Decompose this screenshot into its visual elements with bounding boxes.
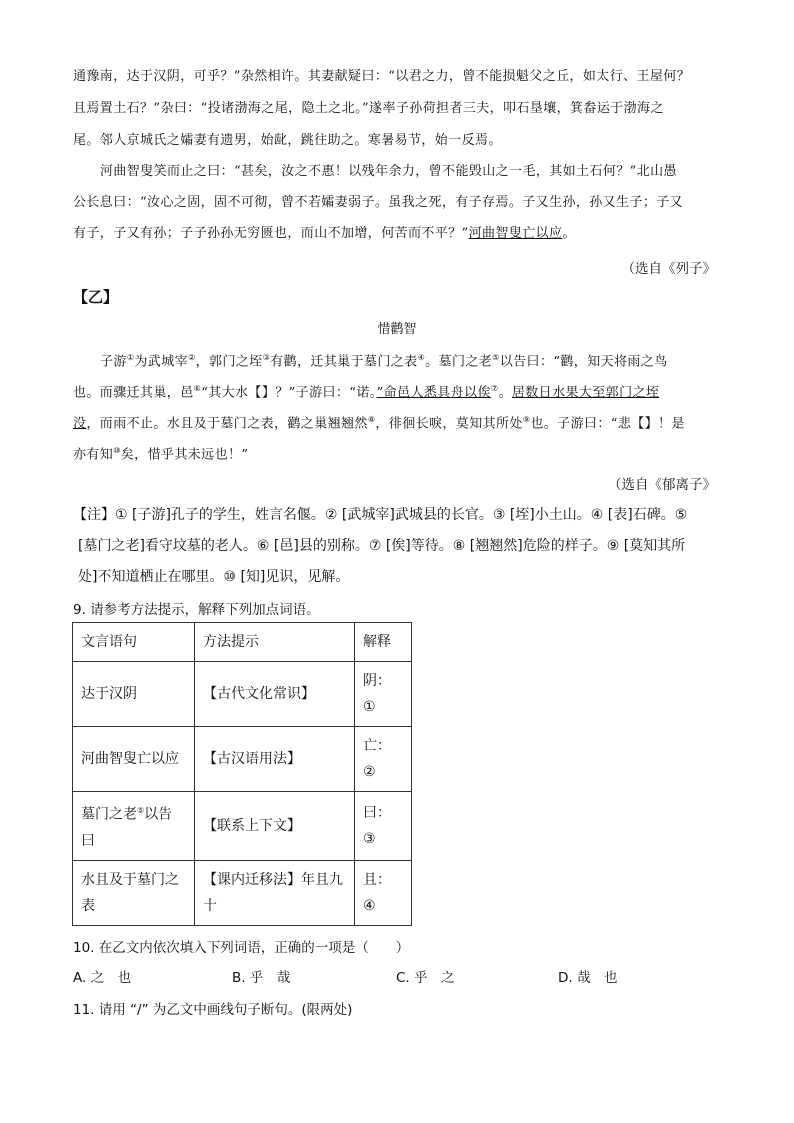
text: ，而雨不止。水且及于墓门之表，鹳之巢翘翘然 — [86, 416, 368, 432]
text: 亦有知 — [73, 447, 114, 463]
period: 。 — [562, 226, 576, 241]
passage-jia-line-3: 尾。邻人京城氏之孀妻有遗男，始龀，跳往助之。寒暑易节，始一反焉。 — [73, 133, 502, 148]
text: 以告曰：“鹳，知天将雨之鸟 — [499, 354, 668, 370]
text: “其大水【】？”子游曰：“诺。 — [201, 385, 377, 401]
table-header: 方法提示 — [195, 623, 355, 662]
table-cell-answer: 且：④ — [355, 860, 412, 925]
table-row — [73, 662, 412, 727]
text: 有鹳，迁其巢于墓门之表 — [270, 354, 418, 370]
note-ref-9: ⑨ — [522, 415, 531, 424]
source-liezi: （选自《列子》 — [621, 261, 716, 277]
text: ，郭门之垤 — [195, 354, 263, 370]
note-ref-5: ⑤ — [137, 806, 145, 815]
passage-jia-line-4: 河曲智叟笑而止之曰：“甚矣，汝之不惠！以残年余力，曾不能毁山之一毛，其如土石何？”北山愚 — [100, 164, 677, 179]
passage-jia-line-6-text: 有子，子又有孙；子子孙孙无穷匮也，而山不加增，何苦而不平？” — [73, 226, 469, 241]
table-cell-answer: 亡：② — [355, 727, 412, 792]
option-a[interactable]: A. 之 也 — [73, 970, 132, 986]
text: 也。而骤迁其巢，邑 — [73, 385, 194, 401]
note-ref-8: ⑧ — [367, 415, 376, 424]
table-header: 文言语句 — [73, 623, 195, 662]
notes-line-3: 处]不知道栖止在哪里。⑩ [知]见识，见解。 — [78, 569, 350, 585]
question-10-prompt: 10. 在乙文内依次填入下列词语，正确的一项是（ ） — [73, 940, 410, 956]
passage-jia-line-6 — [73, 226, 723, 242]
note-ref-4: ④ — [417, 353, 426, 362]
passage-yi-line-4 — [73, 443, 723, 463]
question-9-prompt: 9. 请参考方法提示，解释下列加点词语。 — [73, 602, 320, 618]
table-header: 解释 — [355, 623, 412, 662]
table-cell-answer: 曰：③ — [355, 792, 412, 861]
option-d[interactable]: D. 哉 也 — [558, 970, 618, 986]
text: 为武城宰 — [134, 354, 188, 370]
table-cell-sentence — [73, 792, 195, 861]
text: 子游 — [100, 354, 127, 370]
text: 。 — [498, 385, 512, 401]
notes-line-1: 【注】① [子游]孔子的学生，姓言名偃。② [武城宰]武城县的长官。③ [垤]小土山。④ [表]石碑。⑤ — [73, 507, 688, 523]
passage-jia-line-5: 公长息曰：“汝心之固，固不可彻，曾不若孀妻弱子。虽我之死，有子存焉。子又生孙，孙又生子；子又 — [73, 195, 684, 210]
underlined-sentence-break-end: 没 — [73, 416, 87, 432]
question-11-prompt: 11. 请用 “/” 为乙文中画线句子断句。(限两处) — [73, 1002, 353, 1018]
table-cell-sentence: 达于汉阴 — [73, 662, 195, 727]
note-ref-3: ③ — [262, 353, 271, 362]
question-9-table — [72, 622, 412, 926]
table-row — [73, 860, 412, 925]
text: 。墓门之老 — [425, 354, 493, 370]
table-cell-answer: 阴：① — [355, 662, 412, 727]
underlined-sentence-zhisou: 河曲智叟亡以应 — [468, 226, 563, 241]
table-cell-hint: 【联系上下文】 — [195, 792, 355, 861]
note-ref-7: ⑦ — [490, 384, 499, 393]
option-b[interactable]: B. 乎 哉 — [232, 970, 291, 986]
table-cell-hint: 【古代文化常识】 — [195, 662, 355, 727]
passage-jia-line-1: 通豫南，达于汉阴，可乎？”杂然相许。其妻献疑曰：“以君之力，曾不能损魁父之丘，如太行、王屋何？ — [73, 69, 691, 84]
passage-yi-title: 惜鹳智 — [377, 322, 417, 337]
underlined-sentence-break: 居数日水果大至郭门之垤 — [511, 385, 660, 401]
underlined-text: ”命邑人悉具舟以俟 — [376, 385, 491, 401]
text: 以告曰 — [81, 806, 173, 849]
table-row — [73, 792, 412, 861]
table-cell-sentence: 河曲智叟亡以应 — [73, 727, 195, 792]
note-ref-1: ① — [126, 353, 135, 362]
text: 墓门之老 — [81, 806, 137, 823]
passage-yi-line-3 — [73, 412, 723, 432]
table-cell-hint: 【古汉语用法】 — [195, 727, 355, 792]
notes-line-2: [墓门之老]看守坟墓的老人。⑥ [邑]县的别称。⑦ [俟]等待。⑧ [翘翘然]危险的样子。⑨ [莫知其所 — [78, 538, 686, 554]
text: 矣，惜乎其未远也！” — [120, 447, 249, 463]
source-yulizi: （选自《郁离子》 — [608, 477, 716, 493]
option-c[interactable]: C. 乎 之 — [396, 970, 455, 986]
text: ，徘徊长唳，莫知其所处 — [375, 416, 523, 432]
passage-jia-line-2: 且焉置土石？”杂曰：“投诸渤海之尾，隐土之北。”遂率子孙荷担者三夫，叩石垦壤，箕畚运于渤海之 — [73, 101, 664, 116]
note-ref-6: ⑥ — [193, 384, 202, 393]
note-ref-5: ⑤ — [492, 353, 500, 362]
label-yi: 【乙】 — [73, 288, 119, 306]
table-cell-hint: 【课内迁移法】年且九十 — [195, 860, 355, 925]
table-cell-sentence: 水且及于墓门之表 — [73, 860, 195, 925]
passage-yi-line-1 — [100, 350, 722, 370]
table-header-row — [73, 623, 412, 662]
note-ref-10: ⑩ — [113, 446, 121, 455]
note-ref-2: ② — [188, 353, 196, 362]
table-row — [73, 727, 412, 792]
text: 也。子游曰：“悲【】！是 — [530, 416, 685, 432]
passage-yi-line-2 — [73, 381, 723, 401]
